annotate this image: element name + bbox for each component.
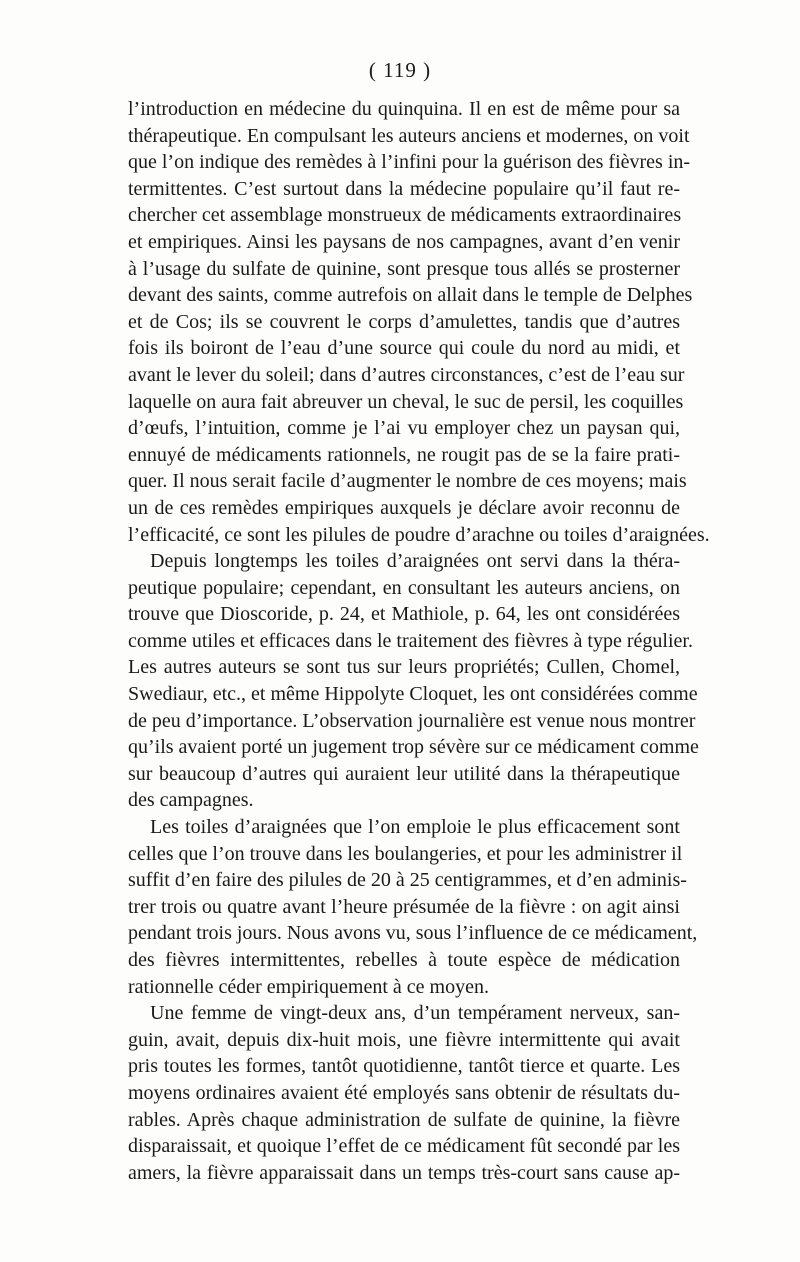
text-line: devant des saints, comme autrefois on allait dans le temple de Delphes	[128, 284, 693, 307]
text-line: chercher cet assemblage monstrueux de médicaments extraordinaires	[128, 204, 682, 227]
text-line: de peu d’importance. L’observation journalière est venue nous montrer	[128, 709, 696, 732]
text-line: des campagnes.	[128, 789, 254, 812]
text-line: suffit d’en faire des pilules de 20 à 25 centigrammes, et d’en adminis-	[128, 869, 687, 892]
paragraph	[128, 814, 698, 1000]
text-line: un de ces remèdes empiriques auxquels je déclare avoir reconnu de	[128, 496, 680, 519]
text-line: moyens ordinaires avaient été employés sans obtenir de résultats du-	[128, 1081, 680, 1104]
text-line: qu’ils avaient porté un jugement trop sévère sur ce médicament comme	[128, 736, 699, 759]
text-line: et de Cos; ils se couvrent le corps d’amulettes, tandis que d’autres	[128, 310, 680, 333]
text-line: l’efficacité, ce sont les pilules de poudre d’arachne ou toiles d’araignées.	[128, 523, 710, 546]
text-line: pris toutes les formes, tantôt quotidienne, tantôt tierce et quarte. Les	[128, 1055, 680, 1078]
text-line: ennuyé de médicaments rationnels, ne rougit pas de se la faire prati-	[128, 443, 680, 466]
paragraph	[128, 1000, 680, 1186]
text-line: d’œufs, l’intuition, comme je l’ai vu employer chez un paysan qui,	[128, 417, 680, 440]
text-line: trer trois ou quatre avant l’heure présumée de la fièvre : on agit ainsi	[128, 895, 680, 918]
text-line: sur beaucoup d’autres qui auraient leur utilité dans la thérapeutique	[128, 762, 680, 785]
text-line: rationnelle céder empiriquement à ce moyen.	[128, 975, 489, 998]
text-line: Une femme de vingt-deux ans, d’un tempérament nerveux, san-	[150, 1002, 680, 1025]
body-text	[128, 96, 710, 1186]
text-line: rables. Après chaque administration de sulfate de quinine, la fièvre	[128, 1108, 680, 1131]
text-line: Les autres auteurs se sont tus sur leurs propriétés; Cullen, Chomel,	[128, 656, 680, 679]
text-line: celles que l’on trouve dans les boulangeries, et pour les administrer il	[128, 842, 683, 865]
text-line: et empiriques. Ainsi les paysans de nos campagnes, avant d’en venir	[128, 230, 680, 253]
text-line: à l’usage du sulfate de quinine, sont presque tous allés se prosterner	[128, 257, 680, 280]
text-line: pendant trois jours. Nous avons vu, sous l’influence de ce médicament,	[128, 922, 698, 945]
text-line: Swediaur, etc., et même Hippolyte Cloquet, les ont considérées comme	[128, 683, 698, 706]
text-line: guin, avait, depuis dix-huit mois, une fièvre intermittente qui avait	[128, 1028, 680, 1051]
text-line: comme utiles et efficaces dans le traitement des fièvres à type régulier.	[128, 629, 693, 652]
text-line: termittentes. C’est surtout dans la médecine populaire qu’il faut re-	[128, 177, 680, 200]
text-line: Les toiles d’araignées que l’on emploie le plus efficacement sont	[150, 816, 680, 839]
paragraph	[128, 548, 699, 814]
text-line: peutique populaire; cependant, en consultant les auteurs anciens, on	[128, 576, 680, 599]
text-line: quer. Il nous serait facile d’augmenter le nombre de ces moyens; mais	[128, 470, 687, 493]
text-line: que l’on indique des remèdes à l’infini pour la guérison des fièvres in-	[128, 151, 691, 174]
text-line: Depuis longtemps les toiles d’araignées ont servi dans la théra-	[150, 550, 680, 573]
text-line: l’introduction en médecine du quinquina. Il en est de même pour sa	[128, 98, 680, 120]
text-line: disparaissait, et quoique l’effet de ce médicament fût secondé par les	[128, 1135, 680, 1158]
text-line: avant le lever du soleil; dans d’autres circonstances, c’est de l’eau sur	[128, 363, 685, 386]
text-line: fois ils boiront de l’eau d’une source qui coule du nord au midi, et	[128, 337, 680, 360]
text-line: amers, la fièvre apparaissait dans un temps très-court sans cause ap-	[128, 1161, 680, 1184]
text-line: trouve que Dioscoride, p. 24, et Mathiole, p. 64, les ont considérées	[128, 603, 680, 626]
paragraph	[128, 96, 710, 548]
text-line: des fièvres intermittentes, rebelles à toute espèce de médication	[128, 949, 680, 971]
text-line: laquelle on aura fait abreuver un cheval, le suc de persil, les coquilles	[128, 390, 684, 413]
text-line: thérapeutique. En compulsant les auteurs anciens et modernes, on voit	[128, 124, 690, 147]
page-number: ( 119 )	[368, 58, 432, 82]
